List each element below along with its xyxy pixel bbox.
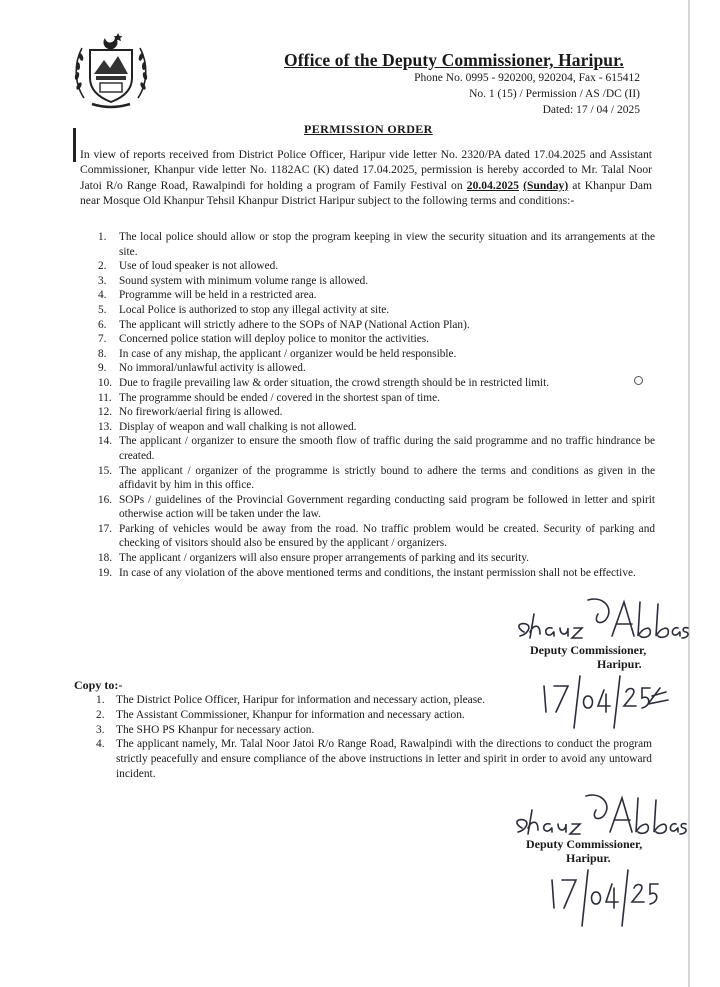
condition-item-text: In case of any violation of the above mentioned terms and conditions, the instant permission shall not be effective.: [119, 566, 636, 579]
condition-item-text: The applicant / organizer of the programme is strictly bound to adhere the terms and conditions as given in the affidavit by him in this office.: [119, 464, 655, 492]
condition-item: [100, 332, 655, 347]
condition-item-number: 12.: [98, 406, 113, 419]
condition-item-text: Use of loud speaker is not allowed.: [119, 260, 279, 273]
signatory-1-title: Deputy Commissioner,: [530, 643, 647, 657]
condition-item-number: 15.: [98, 464, 113, 477]
signatory-2-place: Haripur.: [566, 851, 611, 865]
copy-to-item-text: The Assistant Commissioner, Khanpur for information and necessary action.: [116, 708, 465, 721]
condition-item-text: The applicant / organizer to ensure the smooth flow of traffic during the said programme and no traffic hindrance be created.: [119, 435, 655, 462]
copy-to-item: [96, 708, 652, 723]
condition-item-text: Concerned police station will deploy police to monitor the activities.: [119, 333, 429, 346]
condition-item-text: Local Police is authorized to stop any illegal activity at site.: [119, 303, 390, 316]
copy-to-item: [96, 693, 652, 708]
condition-item: [100, 288, 655, 303]
phone-fax-line: Phone No. 0995 - 920200, 920204, Fax - 615412: [414, 72, 640, 84]
condition-item-text: The programme should be ended / covered in the shortest span of time.: [119, 391, 440, 404]
copy-to-item-number: 3.: [96, 723, 105, 736]
condition-item: [100, 493, 655, 522]
intro-text-before: In view of reports received from District Police Officer, Haripur vide letter No. 2320/PA dated 17.04.2025 and Assistant Commissioner, Khanpur vide letter No. 1182AC (K) dated 17.04.2025, permission is hereby accorded to Mr. Talal Noor Jatoi R/o Range Road, Rawalpindi for holding a program of Family Festival on: [80, 148, 652, 192]
condition-item-number: 10.: [98, 376, 113, 389]
copy-to-item-text: The District Police Officer, Haripur for information and necessary action, please.: [116, 694, 486, 706]
condition-item-number: 5.: [98, 303, 107, 316]
intro-text-after: at Khanpur Dam near Mosque Old Khanpur Tehsil Khanpur District Haripur subject to the following terms and conditions:-: [80, 178, 653, 208]
condition-item-number: 6.: [98, 318, 107, 331]
intro-paragraph: [80, 147, 652, 209]
order-title: PERMISSION ORDER: [304, 122, 433, 136]
condition-item-text: Sound system with minimum volume range is allowed.: [119, 274, 369, 287]
event-date: 20.04.2025: [466, 178, 519, 192]
copy-to-item-number: 1.: [96, 694, 105, 706]
condition-item-number: 14.: [98, 435, 113, 448]
condition-item: [100, 551, 655, 566]
signatory-1-place: Haripur.: [597, 657, 642, 671]
condition-item: [100, 566, 655, 581]
condition-item: [100, 391, 655, 406]
condition-item-number: 8.: [98, 347, 107, 360]
condition-item-number: 16.: [98, 493, 113, 506]
condition-item-text: The applicant / organizers will also ensure proper arrangements of parking and its security.: [119, 552, 530, 565]
condition-item-number: 11.: [98, 391, 112, 404]
event-day: (Sunday): [523, 178, 569, 192]
condition-item: [100, 522, 655, 551]
condition-item-text: The applicant will strictly adhere to the SOPs of NAP (National Action Plan).: [119, 318, 470, 331]
reference-number: No. 1 (15) / Permission / AS /DC (II): [469, 88, 640, 100]
condition-item-number: 18.: [98, 552, 113, 565]
condition-item: [100, 347, 655, 362]
condition-item: [100, 434, 655, 463]
condition-item: [100, 303, 655, 318]
condition-item-number: 17.: [98, 522, 113, 535]
condition-item-text: SOPs / guidelines of the Provincial Government regarding conducting said program be followed in letter and spirit otherwise action will be taken under the law.: [119, 493, 655, 521]
copy-to-item: [96, 737, 652, 781]
copy-to-label: Copy to:-: [74, 678, 123, 692]
condition-item: [100, 230, 655, 259]
kp-government-emblem-icon: [72, 28, 150, 110]
condition-item-text: Programme will be held in a restricted area.: [119, 289, 317, 302]
copy-to-list: [96, 693, 652, 782]
condition-item: [100, 318, 655, 333]
condition-item-text: The local police should allow or stop the program keeping in view the security situation and its arrangements at the site.: [119, 231, 655, 258]
condition-item: [100, 420, 655, 435]
condition-item-text: Parking of vehicles would be away from the road. No traffic problem would be created. Security of parking and checking of visitors should also be ensured by the applicant / organizers.: [119, 522, 655, 550]
stray-mark: [634, 376, 643, 385]
condition-item-text: No immoral/unlawful activity is allowed.: [119, 362, 306, 375]
condition-item: [100, 361, 655, 376]
signatory-2-title: Deputy Commissioner,: [526, 837, 643, 851]
copy-to-item-text: The applicant namely, Mr. Talal Noor Jatoi R/o Range Road, Rawalpindi with the directions to conduct the program strictly peacefully and ensure compliance of the above instructions in letter and spirit in order to avoid any untoward incident.: [116, 738, 652, 780]
condition-item: [100, 405, 655, 420]
condition-item-number: 4.: [98, 289, 107, 302]
copy-to-item-number: 4.: [96, 738, 105, 751]
condition-item: [100, 259, 655, 274]
terms-and-conditions-list: [100, 230, 655, 580]
condition-item-text: In case of any mishap, the applicant / organizer would be held responsible.: [119, 347, 457, 360]
condition-item: [100, 464, 655, 493]
condition-item-number: 7.: [98, 333, 107, 346]
condition-item-number: 2.: [98, 260, 107, 273]
condition-item-number: 13.: [98, 420, 113, 433]
condition-item-number: 3.: [98, 274, 107, 287]
copy-to-item-number: 2.: [96, 708, 105, 721]
issue-date: Dated: 17 / 04 / 2025: [542, 104, 640, 116]
signature-2-date-handwritten: [536, 866, 686, 930]
office-title: Office of the Deputy Commissioner, Haripur.: [284, 50, 624, 70]
condition-item-text: Display of weapon and wall chalking is not allowed.: [119, 420, 357, 433]
condition-item: [100, 274, 655, 289]
copy-to-item: [96, 723, 652, 738]
condition-item-number: 1.: [98, 231, 107, 243]
condition-item-text: Due to fragile prevailing law & order situation, the crowd strength should be in restricted limit.: [119, 376, 550, 389]
margin-bracket-mark: [73, 128, 76, 162]
copy-to-item-text: The SHO PS Khanpur for necessary action.: [116, 723, 315, 736]
condition-item-number: 9.: [98, 362, 107, 375]
condition-item-text: No firework/aerial firing is allowed.: [119, 406, 283, 419]
condition-item-number: 19.: [98, 566, 113, 579]
condition-item: [100, 376, 655, 391]
